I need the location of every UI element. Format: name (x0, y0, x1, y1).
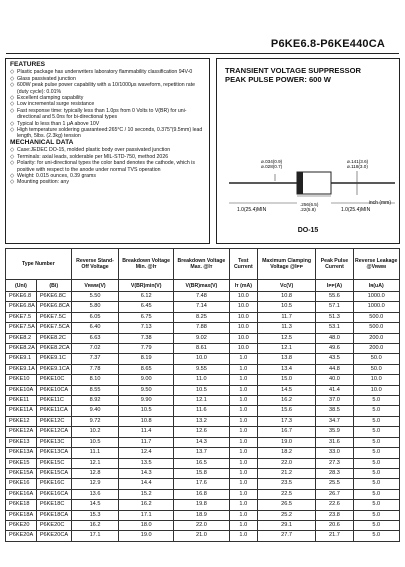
table-cell: 26.5 (257, 500, 316, 510)
table-row (6, 500, 400, 510)
table-cell: 15.3 (71, 510, 119, 520)
table-cell: P6KE15 (6, 458, 37, 468)
table-cell: 9.72 (71, 416, 119, 426)
table-cell: P6KE7.5A (6, 323, 37, 333)
table-cell: 21.0 (174, 531, 230, 541)
table-cell: 9.00 (119, 375, 174, 385)
table-row (6, 479, 400, 489)
package-name: DO-15 (297, 227, 319, 234)
mechanical-item: ◇ Terminals: axial leads, solderable per MIL-STD-750, method 2026 (10, 154, 205, 160)
table-cell: 15.6 (257, 406, 316, 416)
table-cell: 200.0 (353, 344, 400, 354)
table-cell: 5.0 (353, 458, 400, 468)
table-cell: 23.8 (316, 510, 353, 520)
table-cell: P6KE18 (6, 500, 37, 510)
table-cell: 10.5 (119, 406, 174, 416)
mechanical-item: ◇ Mounting position: any (10, 179, 205, 185)
table-cell: P6KE18A (6, 510, 37, 520)
mechanical-heading: MECHANICAL DATA (10, 138, 74, 146)
table-cell: P6KE10CA (36, 385, 71, 395)
table-cell: 1.0 (229, 427, 257, 437)
table-row (6, 448, 400, 458)
table-cell: 7.48 (174, 292, 230, 302)
unit-vbrmin: V(BR)min(V) (119, 280, 174, 292)
table-cell: 25.5 (316, 479, 353, 489)
table-cell: 6.63 (71, 333, 119, 343)
table-cell: 10.2 (71, 427, 119, 437)
table-cell: 9.50 (119, 385, 174, 395)
table-cell: P6KE6.8A (6, 302, 37, 312)
table-cell: 1.0 (229, 489, 257, 499)
table-cell: 10.0 (229, 333, 257, 343)
col-leakage: Reverse Leakage @Vʀᴡᴍ (353, 249, 400, 280)
table-cell: 22.6 (316, 500, 353, 510)
table-cell: 7.13 (119, 323, 174, 333)
table-cell: 10.0 (174, 354, 230, 364)
table-row (6, 344, 400, 354)
table-cell: 29.1 (257, 520, 316, 530)
table-row (6, 333, 400, 343)
table-cell: 12.8 (71, 468, 119, 478)
feature-item: ◇ Typical Iᴅ less than 1 μA above 10V (10, 121, 205, 127)
table-row (6, 312, 400, 322)
table-cell: 16.2 (257, 396, 316, 406)
table-cell: 19.8 (174, 500, 230, 510)
table-cell: 44.8 (316, 364, 353, 374)
table-cell: 11.6 (174, 406, 230, 416)
table-cell: P6KE16 (6, 479, 37, 489)
table-cell: 6.45 (119, 302, 174, 312)
table-cell: 10.0 (229, 292, 257, 302)
table-cell: 17.1 (119, 510, 174, 520)
table-row (6, 458, 400, 468)
table-cell: 5.0 (353, 510, 400, 520)
table-cell: P6KE16CA (36, 489, 71, 499)
table-cell: 8.65 (119, 364, 174, 374)
table-cell: 14.3 (119, 468, 174, 478)
feature-item: ◇ Fast response time: typically less than 1.0ps from 0 Volts to V(BR) for uni-directional and 5.0ns for bi-directional types (10, 108, 205, 121)
unit-vc: Vᴄ(V) (257, 280, 316, 292)
table-cell: 17.6 (174, 479, 230, 489)
table-cell: 1.0 (229, 520, 257, 530)
table-cell: 13.6 (71, 489, 119, 499)
table-cell: 15.8 (174, 468, 230, 478)
table-cell: 57.1 (316, 302, 353, 312)
table-cell: P6KE12C (36, 416, 71, 426)
table-cell: 1000.0 (353, 302, 400, 312)
table-cell: 12.4 (119, 448, 174, 458)
mechanical-item: ◇ Case:JEDEC DO-15, molded plastic body over passivated junction (10, 147, 205, 153)
table-cell: 7.78 (71, 364, 119, 374)
table-cell: P6KE6.8 (6, 292, 37, 302)
table-cell: 1.0 (229, 396, 257, 406)
table-cell: P6KE15A (6, 468, 37, 478)
table-cell: 23.5 (257, 479, 316, 489)
table-row (6, 520, 400, 530)
col-type-number: Type Number (6, 249, 72, 280)
table-cell: P6KE6.8CA (36, 302, 71, 312)
table-cell: 16.5 (174, 458, 230, 468)
table-row (6, 416, 400, 426)
table-cell: P6KE7.5 (6, 312, 37, 322)
table-row (6, 354, 400, 364)
unit-bi: (Bi) (36, 280, 71, 292)
table-cell: 19.0 (119, 531, 174, 541)
mechanical-item: ◇ Polarity: for uni-directional types the color band denotes the cathode, which is positive with respect to the anode under normal TVS operation (10, 160, 205, 173)
feature-item: ◇ Excellent clamping capability (10, 95, 205, 101)
table-cell: 43.5 (316, 354, 353, 364)
table-cell: 11.0 (174, 375, 230, 385)
table-cell: 16.2 (71, 520, 119, 530)
table-cell: 9.90 (119, 396, 174, 406)
mechanical-list (10, 147, 205, 185)
table-cell: 21.7 (316, 531, 353, 541)
table-cell: P6KE20 (6, 520, 37, 530)
table-cell: 6.40 (71, 323, 119, 333)
table-cell: 50.0 (353, 364, 400, 374)
ratings-table (5, 248, 400, 542)
table-cell: 1.0 (229, 416, 257, 426)
table-cell: 5.0 (353, 520, 400, 530)
unit-vrwm: Vʀᴡᴍ(V) (71, 280, 119, 292)
table-cell: P6KE15CA (36, 468, 71, 478)
table-cell: 11.3 (257, 323, 316, 333)
table-cell: 10.5 (71, 437, 119, 447)
table-cell: 8.10 (71, 375, 119, 385)
table-cell: P6KE16C (36, 479, 71, 489)
table-cell: 13.7 (174, 448, 230, 458)
table-cell: P6KE9.1CA (36, 364, 71, 374)
table-cell: 200.0 (353, 333, 400, 343)
table-cell: 6.12 (119, 292, 174, 302)
table-cell: P6KE8.2CA (36, 344, 71, 354)
table-cell: 25.2 (257, 510, 316, 520)
dim-body-len: .256(6.5) .22(5.8) (300, 202, 319, 213)
table-cell: 5.0 (353, 500, 400, 510)
table-cell: P6KE9.1A (6, 364, 37, 374)
units-row (6, 280, 400, 292)
table-cell: 1.0 (229, 354, 257, 364)
table-cell: 5.0 (353, 396, 400, 406)
table-cell: P6KE13 (6, 437, 37, 447)
feature-item: ◇ High temperature soldering guaranteed:265°C / 10 seconds, 0.375"(9.5mm) lead length, 5lbs. (2.3kg) tension (10, 127, 205, 140)
table-cell: 9.02 (174, 333, 230, 343)
table-cell: 13.2 (174, 416, 230, 426)
table-cell: 10.8 (257, 292, 316, 302)
table-cell: P6KE7.5C (36, 312, 71, 322)
features-list (10, 69, 205, 139)
table-cell: 17.1 (71, 531, 119, 541)
table-cell: 10.0 (229, 312, 257, 322)
table-cell: 16.8 (174, 489, 230, 499)
table-cell: P6KE8.2A (6, 344, 37, 354)
table-cell: 16.7 (257, 427, 316, 437)
table-cell: P6KE9.1 (6, 354, 37, 364)
document-title: P6KE6.8-P6KE440CA (270, 38, 385, 50)
table-cell: 13.5 (119, 458, 174, 468)
table-cell: 10.0 (229, 323, 257, 333)
table-cell: 5.0 (353, 468, 400, 478)
table-cell: 8.92 (71, 396, 119, 406)
table-cell: 22.0 (174, 520, 230, 530)
table-cell: 6.05 (71, 312, 119, 322)
table-cell: 31.6 (316, 437, 353, 447)
unit-uni: (Uni) (6, 280, 37, 292)
table-cell: 10.8 (119, 416, 174, 426)
table-row (6, 292, 400, 302)
table-cell: 5.0 (353, 531, 400, 541)
table-cell: 17.3 (257, 416, 316, 426)
table-cell: 12.1 (71, 458, 119, 468)
table-cell: 27.7 (257, 531, 316, 541)
table-cell: 37.0 (316, 396, 353, 406)
table-cell: 7.14 (174, 302, 230, 312)
table-cell: P6KE7.5CA (36, 323, 71, 333)
table-cell: 34.7 (316, 416, 353, 426)
unit-ir: Iʀ(uA) (353, 280, 400, 292)
table-cell: 1.0 (229, 479, 257, 489)
table-cell: P6KE20A (6, 531, 37, 541)
table-cell: 5.0 (353, 427, 400, 437)
table-cell: 9.55 (174, 364, 230, 374)
table-cell: 12.5 (257, 333, 316, 343)
table-cell: P6KE13C (36, 437, 71, 447)
table-cell: 18.9 (174, 510, 230, 520)
table-cell: P6KE8.2 (6, 333, 37, 343)
table-cell: P6KE20CA (36, 531, 71, 541)
table-cell: 21.2 (257, 468, 316, 478)
table-cell: 5.80 (71, 302, 119, 312)
table-cell: 12.9 (71, 479, 119, 489)
table-cell: 1.0 (229, 448, 257, 458)
table-cell: 11.7 (257, 312, 316, 322)
feature-item: ◇ Low incremental surge resistance (10, 101, 205, 107)
table-cell: 10.0 (353, 385, 400, 395)
table-row (6, 375, 400, 385)
col-test-current: Test Current (229, 249, 257, 280)
col-peak-current: Peak Pulse Current (316, 249, 353, 280)
table-row (6, 510, 400, 520)
table-cell: 26.7 (316, 489, 353, 499)
table-cell: 18.0 (119, 520, 174, 530)
table-cell: 15.0 (257, 375, 316, 385)
table-cell: 10.0 (229, 344, 257, 354)
table-row (6, 437, 400, 447)
table-cell: 14.5 (257, 385, 316, 395)
table-cell: 49.6 (316, 344, 353, 354)
table-cell: 28.3 (316, 468, 353, 478)
unit-ipp: Iᴘᴘ(A) (316, 280, 353, 292)
table-cell: 1.0 (229, 531, 257, 541)
table-cell: 9.40 (71, 406, 119, 416)
table-cell: 18.2 (257, 448, 316, 458)
table-cell: 12.6 (174, 427, 230, 437)
table-cell: 13.4 (257, 364, 316, 374)
table-cell: 11.4 (119, 427, 174, 437)
table-row (6, 468, 400, 478)
table-cell: 500.0 (353, 312, 400, 322)
dim-lead-left: 1.0(25.4)MIN (237, 207, 267, 213)
table-cell: 7.02 (71, 344, 119, 354)
table-cell: 1000.0 (353, 292, 400, 302)
table-cell: P6KE12 (6, 416, 37, 426)
table-cell: 51.3 (316, 312, 353, 322)
table-cell: P6KE9.1C (36, 354, 71, 364)
table-cell: 1.0 (229, 375, 257, 385)
dim-lead-right: 1.0(25.4)MIN (341, 207, 371, 213)
table-cell: 50.0 (353, 354, 400, 364)
table-cell: 22.5 (257, 489, 316, 499)
table-cell: P6KE15C (36, 458, 71, 468)
package-box (216, 58, 400, 244)
col-vbr-min: Breakdown Voltage Min. @Iᴛ (119, 249, 174, 280)
table-cell: P6KE12A (6, 427, 37, 437)
table-cell: 5.0 (353, 479, 400, 489)
table-cell: P6KE20C (36, 520, 71, 530)
cathode-band (297, 172, 303, 194)
table-cell: 1.0 (229, 500, 257, 510)
table-cell: 1.0 (229, 510, 257, 520)
table-cell: 5.0 (353, 489, 400, 499)
table-cell: 1.0 (229, 437, 257, 447)
table-cell: 11.1 (71, 448, 119, 458)
table-cell: 16.2 (119, 500, 174, 510)
col-clamping: Maximum Clamping Voltage @Iᴘᴘ (257, 249, 316, 280)
table-row (6, 302, 400, 312)
table-cell: 11.7 (119, 437, 174, 447)
table-cell: 13.8 (257, 354, 316, 364)
table-cell: 19.0 (257, 437, 316, 447)
table-cell: 1.0 (229, 458, 257, 468)
unit-vbrmax: V(BR)max(V) (174, 280, 230, 292)
table-cell: P6KE13A (6, 448, 37, 458)
features-box (5, 58, 210, 244)
table-cell: 12.1 (257, 344, 316, 354)
package-heading-line2: PEAK PULSE POWER: 600 W (225, 74, 331, 84)
table-cell: P6KE6.8C (36, 292, 71, 302)
table-cell: P6KE8.2C (36, 333, 71, 343)
table-cell: 41.4 (316, 385, 353, 395)
table-cell: 5.0 (353, 416, 400, 426)
table-cell: 7.79 (119, 344, 174, 354)
feature-item: ◇ Plastic package has underwriters laboratory flammability classification 94V-0 (10, 69, 205, 75)
col-vbr-max: Breakdown Voltage Max. @Iᴛ (174, 249, 230, 280)
table-row (6, 406, 400, 416)
table-cell: 8.19 (119, 354, 174, 364)
table-cell: 7.37 (71, 354, 119, 364)
table-cell: 5.0 (353, 406, 400, 416)
table-row (6, 531, 400, 541)
table-cell: 48.0 (316, 333, 353, 343)
col-standoff: Reverse Stand-Off Voltage (71, 249, 119, 280)
table-cell: 10.0 (229, 302, 257, 312)
table-cell: P6KE10 (6, 375, 37, 385)
table-row (6, 323, 400, 333)
dim-body-dia: ø.141(3.6) ø.118(3.0) (347, 159, 369, 170)
table-cell: P6KE16A (6, 489, 37, 499)
table-cell: 8.25 (174, 312, 230, 322)
table-cell: 10.0 (353, 375, 400, 385)
table-row (6, 385, 400, 395)
table-cell: 10.5 (174, 385, 230, 395)
table-cell: P6KE10C (36, 375, 71, 385)
table-cell: 20.6 (316, 520, 353, 530)
table-cell: 14.4 (119, 479, 174, 489)
package-outline-drawing (217, 59, 401, 245)
table-cell: 500.0 (353, 323, 400, 333)
table-cell: 15.2 (119, 489, 174, 499)
table-cell: P6KE11C (36, 396, 71, 406)
table-cell: 8.61 (174, 344, 230, 354)
table-row (6, 396, 400, 406)
table-row (6, 364, 400, 374)
mechanical-item: ◇ Weight: 0.015 ounces, 0.39 grams (10, 173, 205, 179)
table-cell: 22.0 (257, 458, 316, 468)
table-cell: 12.1 (174, 396, 230, 406)
units-note: inch (mm) (368, 200, 391, 206)
title-rule (6, 53, 399, 54)
package-heading-line1: TRANSIENT VOLTAGE SUPPRESSOR (225, 66, 361, 75)
unit-it: Iᴛ (mA) (229, 280, 257, 292)
table-cell: 38.5 (316, 406, 353, 416)
header-row (6, 249, 400, 280)
table-cell: P6KE18C (36, 500, 71, 510)
table-cell: 5.0 (353, 437, 400, 447)
table-cell: P6KE18CA (36, 510, 71, 520)
table-cell: 10.5 (257, 302, 316, 312)
table-cell: 33.0 (316, 448, 353, 458)
table-cell: P6KE10A (6, 385, 37, 395)
table-cell: 7.38 (119, 333, 174, 343)
table-cell: 1.0 (229, 406, 257, 416)
features-heading: FEATURES (10, 61, 46, 68)
feature-item: ◇ Glass passivated junction (10, 76, 205, 82)
table-cell: 27.3 (316, 458, 353, 468)
table-row (6, 427, 400, 437)
table-cell: 5.0 (353, 448, 400, 458)
table-cell: 55.6 (316, 292, 353, 302)
table-cell: 6.75 (119, 312, 174, 322)
table-row (6, 489, 400, 499)
table-cell: 14.5 (71, 500, 119, 510)
table-cell: P6KE13CA (36, 448, 71, 458)
dim-lead-dia: ø.034(0.9) ø.028(0.7) (261, 159, 283, 170)
table-cell: 14.3 (174, 437, 230, 447)
table-body (6, 292, 400, 542)
table-cell: P6KE11A (6, 406, 37, 416)
table-cell: 40.0 (316, 375, 353, 385)
table-cell: 1.0 (229, 364, 257, 374)
table-cell: P6KE12CA (36, 427, 71, 437)
table-cell: 8.55 (71, 385, 119, 395)
feature-item: ◇ 600W peak pulse power capability with a 10/1000μs waveform, repetition rate (duty cycle): 0.01% (10, 82, 205, 95)
table-cell: 53.1 (316, 323, 353, 333)
table-cell: 1.0 (229, 385, 257, 395)
table-cell: P6KE11CA (36, 406, 71, 416)
table-cell: 5.50 (71, 292, 119, 302)
table-cell: P6KE11 (6, 396, 37, 406)
table-cell: 1.0 (229, 468, 257, 478)
table-cell: 7.88 (174, 323, 230, 333)
table-cell: 35.9 (316, 427, 353, 437)
